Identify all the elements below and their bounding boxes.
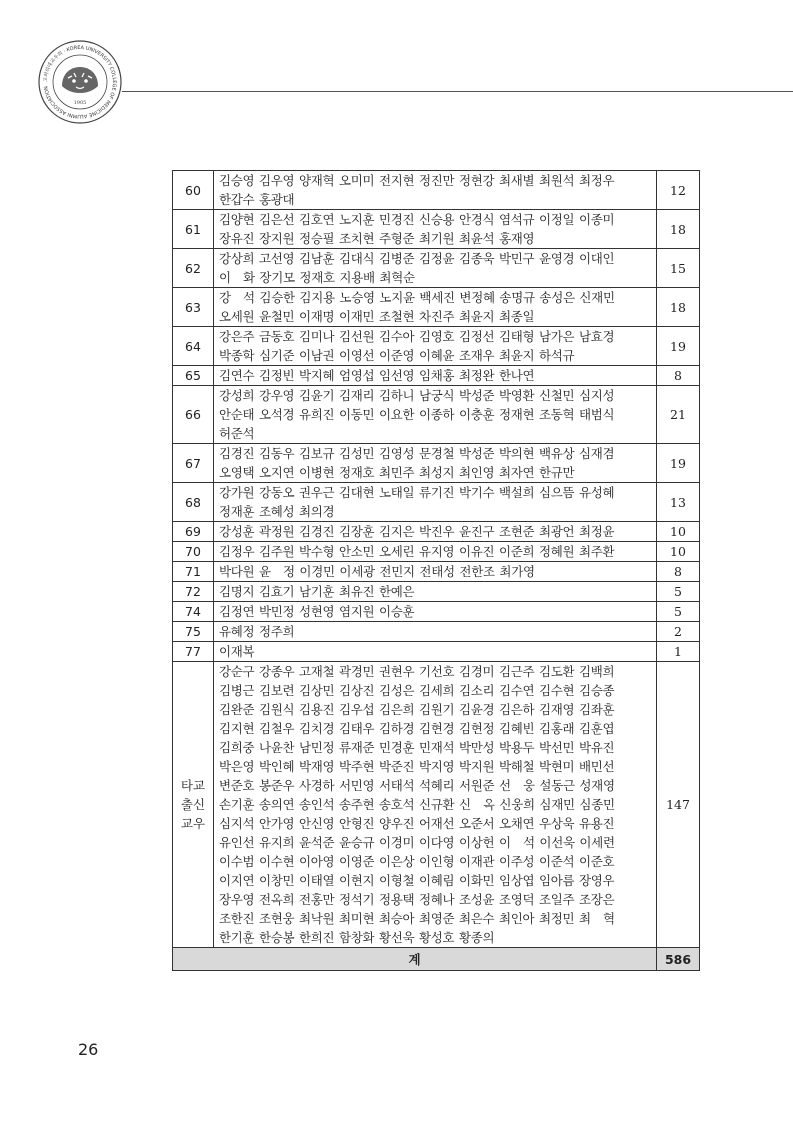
member-names bbox=[214, 562, 657, 582]
member-names bbox=[214, 366, 657, 386]
member-names bbox=[214, 249, 657, 288]
names-line: 강 석 김승한 김지용 노승영 노지윤 백세진 변정혜 송명규 송성은 신재민 bbox=[219, 290, 615, 305]
member-names bbox=[214, 522, 657, 542]
class-number: 62 bbox=[173, 249, 214, 288]
header-rule bbox=[122, 91, 793, 92]
roster-row bbox=[173, 662, 700, 948]
total-label: 계 bbox=[173, 948, 657, 971]
names-line: 장유진 장지원 정승필 조치현 주형준 최기원 최윤석 홍재영 bbox=[219, 231, 535, 246]
names-line: 장우영 전옥희 전홍만 정석기 정용택 정혜나 조성윤 조영덕 조일주 조장은 bbox=[219, 892, 615, 907]
names-line: 김명지 김효기 남기훈 최유진 한예은 bbox=[219, 584, 415, 599]
class-number: 타교 출신 교우 bbox=[173, 662, 214, 948]
names-line: 강은주 금동호 김미나 김선원 김수아 김영호 김정선 김태형 남가은 남효경 bbox=[219, 329, 615, 344]
member-names bbox=[214, 483, 657, 522]
names-line: 박은영 박인혜 박재영 박주현 박준진 박지영 박지원 박해철 박현미 배민선 bbox=[219, 759, 615, 774]
names-line: 한기훈 한승봉 한희진 함창화 황선욱 황성호 황종의 bbox=[219, 930, 495, 945]
names-line: 심지석 안가영 안신영 안형진 양우진 어재선 오준서 오채연 우상욱 유용진 bbox=[219, 816, 615, 831]
member-names bbox=[214, 662, 657, 948]
roster-row bbox=[173, 642, 700, 662]
member-names bbox=[214, 210, 657, 249]
names-line: 김정연 박민정 성현영 염지원 이승훈 bbox=[219, 604, 415, 619]
names-line: 강성훈 곽정원 김경진 김장훈 김지은 박진우 윤진구 조현준 최광언 최정윤 bbox=[219, 524, 615, 539]
class-number: 64 bbox=[173, 327, 214, 366]
member-names bbox=[214, 582, 657, 602]
roster-row bbox=[173, 171, 700, 210]
roster-row bbox=[173, 542, 700, 562]
member-count: 15 bbox=[657, 249, 700, 288]
member-count: 18 bbox=[657, 210, 700, 249]
member-count: 21 bbox=[657, 386, 700, 444]
member-count: 5 bbox=[657, 582, 700, 602]
class-number: 66 bbox=[173, 386, 214, 444]
member-count: 147 bbox=[657, 662, 700, 948]
roster-row bbox=[173, 249, 700, 288]
member-count: 8 bbox=[657, 366, 700, 386]
names-line: 유혜정 정주희 bbox=[219, 624, 295, 639]
roster-row bbox=[173, 562, 700, 582]
roster-row bbox=[173, 622, 700, 642]
member-count: 5 bbox=[657, 602, 700, 622]
class-number: 72 bbox=[173, 582, 214, 602]
names-line: 김승영 김우영 양재혁 오미미 전지현 정진만 정현강 최새별 최원석 최정우 bbox=[219, 173, 615, 188]
class-number: 75 bbox=[173, 622, 214, 642]
names-line: 한갑수 홍광대 bbox=[219, 192, 295, 207]
total-count: 586 bbox=[657, 948, 700, 971]
names-line: 김정우 김주원 박수형 안소민 오세린 유지영 이유진 이준희 정혜원 최주환 bbox=[219, 544, 615, 559]
roster-row bbox=[173, 288, 700, 327]
member-count: 8 bbox=[657, 562, 700, 582]
names-line: 김연수 김정빈 박지혜 엄영섭 임선영 임채홍 최정완 한나연 bbox=[219, 368, 535, 383]
names-line: 김완준 김원식 김용진 김우섭 김은희 김원기 김윤경 김은하 김재영 김좌훈 bbox=[219, 702, 615, 717]
tiger-emblem-icon bbox=[62, 67, 98, 93]
names-line: 강상희 고선영 김남훈 김대식 김병준 김정윤 김종욱 박민구 윤영경 이대인 bbox=[219, 251, 615, 266]
member-names bbox=[214, 288, 657, 327]
class-number: 63 bbox=[173, 288, 214, 327]
total-row bbox=[173, 948, 700, 971]
member-count: 10 bbox=[657, 542, 700, 562]
roster-body bbox=[173, 171, 700, 948]
member-count: 1 bbox=[657, 642, 700, 662]
class-number: 69 bbox=[173, 522, 214, 542]
roster-row bbox=[173, 327, 700, 366]
member-count: 12 bbox=[657, 171, 700, 210]
roster-row bbox=[173, 522, 700, 542]
class-number: 68 bbox=[173, 483, 214, 522]
class-number: 77 bbox=[173, 642, 214, 662]
member-names bbox=[214, 386, 657, 444]
member-count: 18 bbox=[657, 288, 700, 327]
seal-ring-text: 고려의대교우회 · KOREA UNIVERSITY COLLEGE OF MEDICINE ALUMNI ASSOCIATION bbox=[42, 44, 118, 120]
names-line: 손기훈 송의연 송인석 송주현 송호석 신규환 신 옥 신웅희 심재민 심종민 bbox=[219, 797, 615, 812]
class-number: 71 bbox=[173, 562, 214, 582]
member-names bbox=[214, 444, 657, 483]
names-line: 변준호 봉준우 사경하 서민영 서태석 석혜리 서원준 선 웅 설동근 성재영 bbox=[219, 778, 615, 793]
member-names bbox=[214, 327, 657, 366]
names-line: 박종학 심기준 이남권 이영선 이준영 이혜윤 조재우 최윤지 하석규 bbox=[219, 348, 575, 363]
member-count: 2 bbox=[657, 622, 700, 642]
names-line: 정재훈 조혜성 최의경 bbox=[219, 504, 335, 519]
names-line: 김지현 김철우 김치경 김태우 김하경 김현경 김현정 김혜빈 김홍래 김훈엽 bbox=[219, 721, 615, 736]
alumni-roster-table bbox=[172, 170, 700, 971]
member-count: 13 bbox=[657, 483, 700, 522]
names-line: 강가원 강동오 권우근 김대현 노태일 류기진 박기수 백설희 심으뜸 유성혜 bbox=[219, 485, 615, 500]
page-number: 26 bbox=[78, 1040, 99, 1059]
roster-row bbox=[173, 582, 700, 602]
roster-row bbox=[173, 602, 700, 622]
names-line: 허준석 bbox=[219, 426, 255, 441]
alumni-association-seal bbox=[38, 40, 122, 124]
names-line: 오영택 오지연 이병현 정재호 최민주 최성지 최인영 최자연 한규만 bbox=[219, 465, 575, 480]
member-count: 19 bbox=[657, 444, 700, 483]
roster-row bbox=[173, 366, 700, 386]
names-line: 김희중 나윤찬 남민정 류재준 민경훈 민재석 박만성 박용두 박선민 박유진 bbox=[219, 740, 615, 755]
names-line: 이재복 bbox=[219, 644, 255, 659]
class-number: 74 bbox=[173, 602, 214, 622]
member-names bbox=[214, 622, 657, 642]
member-count: 19 bbox=[657, 327, 700, 366]
names-line: 김양현 김은선 김호연 노지훈 민경진 신승용 안경식 염석규 이정일 이종미 bbox=[219, 212, 615, 227]
member-names bbox=[214, 642, 657, 662]
names-line: 박다원 윤 정 이경민 이세광 전민지 전태성 전한조 최가영 bbox=[219, 564, 535, 579]
names-line: 오세원 윤철민 이재명 이재민 조철현 차진주 최윤지 최종일 bbox=[219, 309, 535, 324]
seal-year: 1905 bbox=[73, 100, 87, 106]
names-line: 안순태 오석경 유희진 이동민 이요한 이종하 이충훈 정재현 조동혁 태범식 bbox=[219, 407, 615, 422]
names-line: 이 화 장기모 정재호 지용배 최혁순 bbox=[219, 270, 415, 285]
member-names bbox=[214, 602, 657, 622]
names-line: 조한진 조현웅 최낙원 최미현 최승아 최영준 최은수 최인아 최정민 최 혁 bbox=[219, 911, 615, 926]
names-line: 유인선 유지희 윤석준 윤승규 이경미 이다영 이상헌 이 석 이선욱 이세련 bbox=[219, 835, 615, 850]
member-names bbox=[214, 171, 657, 210]
names-line: 김경진 김동우 김보규 김성민 김영성 문경철 박성준 박의현 백유상 심재겸 bbox=[219, 446, 615, 461]
names-line: 강순구 강종우 고재철 곽경민 권현우 기선호 김경미 김근주 김도환 김백희 bbox=[219, 664, 615, 679]
roster-row bbox=[173, 444, 700, 483]
roster-row bbox=[173, 483, 700, 522]
class-number: 61 bbox=[173, 210, 214, 249]
names-line: 이지연 이창민 이태열 이현지 이형철 이혜림 이화민 임상엽 임아름 장영우 bbox=[219, 873, 615, 888]
roster-row bbox=[173, 210, 700, 249]
names-line: 이수범 이수현 이아영 이영준 이은상 이인형 이재관 이주성 이준석 이준호 bbox=[219, 854, 615, 869]
names-line: 강성희 강우영 김윤기 김재리 김하니 남궁식 박성준 박영환 신철민 심지성 bbox=[219, 388, 615, 403]
class-number: 60 bbox=[173, 171, 214, 210]
class-number: 67 bbox=[173, 444, 214, 483]
class-number: 65 bbox=[173, 366, 214, 386]
names-line: 김병근 김보련 김상민 김상진 김성은 김세희 김소리 김수연 김수현 김승종 bbox=[219, 683, 615, 698]
member-count: 10 bbox=[657, 522, 700, 542]
roster-row bbox=[173, 386, 700, 444]
member-names bbox=[214, 542, 657, 562]
class-number: 70 bbox=[173, 542, 214, 562]
